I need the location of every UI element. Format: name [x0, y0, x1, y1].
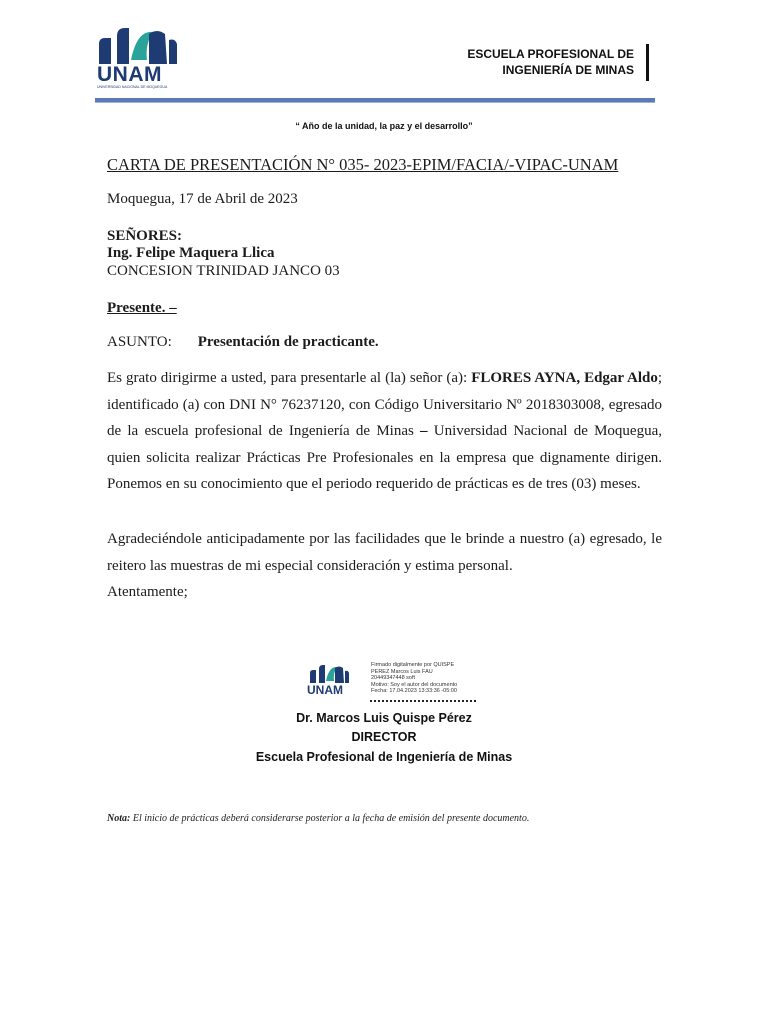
student-name: FLORES AYNA, Edgar Aldo: [471, 370, 658, 386]
letter-title: CARTA DE PRESENTACIÓN N° 035- 2023-EPIM/FACIA/-VIPAC-UNAM: [107, 155, 619, 174]
subject: [107, 334, 379, 351]
subject-text: Presentación de practicante.: [197, 334, 379, 350]
digital-sig-line-5: Fecha: 17.04.2023 13:33:36 -05:00: [371, 688, 457, 694]
body-paragraph-1: [107, 365, 662, 498]
note-label: Nota:: [107, 813, 131, 824]
digital-sig-line-2: PEREZ Marcos Luis FAU: [371, 668, 433, 675]
body1-post: ; identificado (a) con DNI N° 76237120, con Código Universitario Nº 2018303008, egresado de la escuela profesional de Ingeniería de Minas: [107, 370, 662, 439]
school-header: [467, 46, 634, 78]
presente: Presente. –: [107, 300, 177, 316]
salutation: SEÑORES:: [107, 228, 183, 244]
body1-pre: Es grato dirigirme a usted, para presentarle al (la) señor (a):: [107, 370, 472, 386]
recipient-name: Ing. Felipe Maquera Llica: [107, 245, 275, 261]
signature-dotted-line: [370, 698, 476, 702]
body1-rest: Universidad Nacional de Moquegua, quien solicita realizar Prácticas Pre Profesionales en la empresa que dignamente dirigen. Ponemos en su conocimiento que el periodo requerido de prácticas es de tres (03) meses.: [107, 423, 662, 492]
logo-text: UNAM: [97, 63, 162, 86]
recipient-company: CONCESION TRINIDAD JANCO 03: [107, 263, 340, 279]
unam-emblem-icon: [95, 26, 179, 66]
signer-name: Dr. Marcos Luis Quispe Pérez: [296, 711, 472, 725]
note-text: El inicio de prácticas deberá considerarse posterior a la fecha de emisión del presente documento.: [130, 813, 530, 824]
subject-label: ASUNTO:: [107, 334, 172, 350]
footer-note: [107, 813, 529, 824]
digital-sig-line-4: Motivo: Soy el autor del documento: [371, 681, 458, 688]
header-rule: [95, 98, 655, 103]
place-date: Moquegua, 17 de Abril de 2023: [107, 191, 298, 207]
unam-logo: [95, 26, 179, 92]
unam-emblem-small-icon: [306, 664, 352, 684]
motto: “ Año de la unidad, la paz y el desarrollo”: [295, 121, 473, 131]
closing: Atentamente;: [107, 584, 188, 600]
signature-logo: [306, 664, 352, 698]
header-vertical-bar: [646, 44, 649, 81]
school-line-1: ESCUELA PROFESIONAL DE: [467, 47, 634, 61]
signer-role: DIRECTOR: [351, 730, 417, 744]
digital-sig-line-3: 20449347448 soft: [371, 675, 416, 681]
logo-subtext: UNIVERSIDAD NACIONAL DE MOQUEGUA: [97, 85, 168, 89]
digital-sig-line-1: Firmado digitalmente por QUISPE: [371, 662, 455, 668]
body1-dash: –: [420, 423, 428, 439]
body-paragraph-2: Agradeciéndole anticipadamente por las facilidades que le brinde a nuestro (a) egresado, le reitero las muestras de mi especial consideración y estima personal.: [107, 531, 662, 574]
school-line-2: INGENIERÍA DE MINAS: [502, 63, 634, 77]
signature-logo-text: UNAM: [307, 683, 343, 697]
signer-department: Escuela Profesional de Ingeniería de Minas: [255, 750, 513, 764]
digital-signature: [371, 662, 457, 695]
